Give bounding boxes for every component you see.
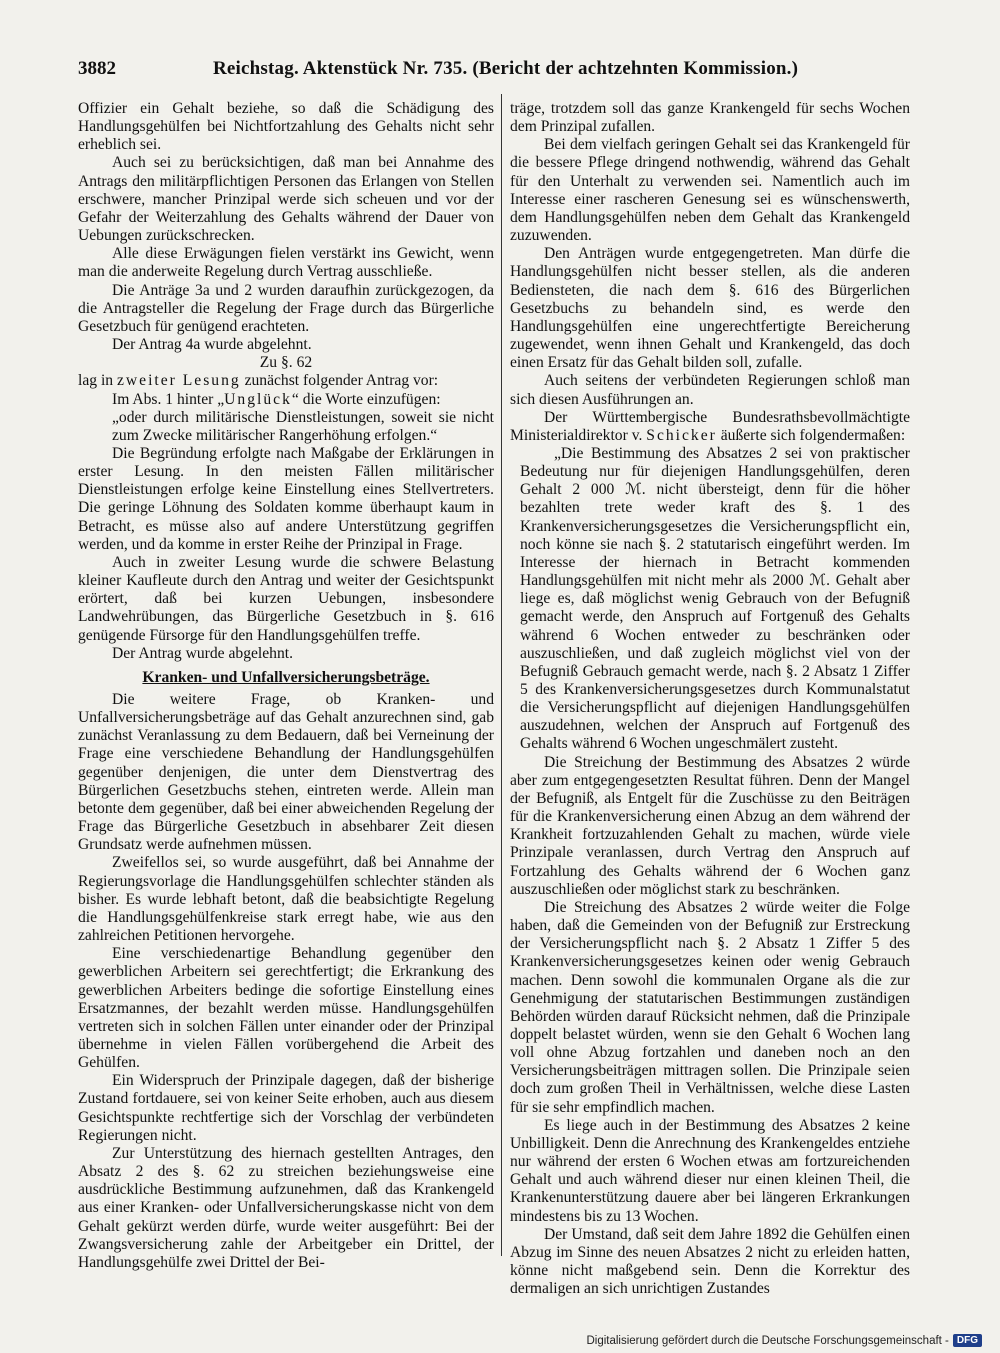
quoted-statement: „Die Bestimmung des Absatzes 2 sei von praktischer Bedeutung nur für diejenigen Handlungsgehülfen, deren Gehalt 2 000 ℳ. nicht übersteigt, denn für die höher bezahlten trete weder kraft des §. 1 des Krankenversicherungsgesetzes die Versicherungspflicht ein, noch könne sie nach §. 2 statutarisch eingeführt werden. Im Interesse der hiernach in Betracht kommenden Handlungsgehülfen mit nicht mehr als 2000 ℳ. Gehalt aber liege es, daß möglichst wenig Gebrauch von der Befugniß gemacht werde, den Anspruch auf Fortgenuß des Gehalts während 6 Wochen entweder zu beschränken oder auszuschließen, und daß zugleich möglichst viel von der Befugniß Gebrauch gemacht werde, nach §. 2 Absatz 1 Ziffer 5 des Krankenversicherungsgesetzes durch Kommunalstatut die Versicherungspflicht auf diejenigen Handlungsgehülfen auszudehnen, welchen der Anspruch auf Fortgenuß des Gehalts während 6 Wochen ungeschmälert zusteht. [520,444,910,753]
paragraph: Ein Widerspruch der Prinzipale dagegen, daß der bisherige Zustand fortdauere, sei von keiner Seite erhoben, auch aus diesem Gesichtspunkte rechtfertige sich der Vorschlag der verbündeten Regierungen nicht. [78,1072,494,1144]
paragraph: Alle diese Erwägungen fielen verstärkt ins Gewicht, wenn man die anderweite Regelung durch Vertrag ausschließe. [78,245,494,281]
paragraph: Die Streichung der Bestimmung des Absatzes 2 würde aber zum entgegengesetzten Resultat führen. Denn der Mangel der Befugniß, als Entgelt für die Zuschüsse zu den Beiträgen für die Krankenversicherung einen Abzug an dem während der Krankheit fortzuzahlenden Gehalt zu machen, würde viele Prinzipale veranlassen, durch Vertrag den Anspruch auf Fortzahlung des Gehalts während der 6 Wochen ganz auszuschließen oder möglichst stark zu beschränken. [510,753,910,898]
right-column [510,100,910,1298]
paragraph: Die Streichung des Absatzes 2 würde weiter die Folge haben, daß die Gemeinden von der Befugniß zur Erstreckung der Versicherungspflicht nach §. 2 Absatz 1 Ziffer 5 des Krankenversicherungsgesetzes keinen oder wenig Gebrauch machen. Denn sowohl die kommunalen Organe als die zur Genehmigung der statutarischen Bestimmungen zuständigen Behörden würden darauf Rücksicht nehmen, daß die Prinzipale doppelt belastet würden, wenn sie den Gehalt 6 Wochen lang voll ohne Abzug fortzahlen und daneben noch an den Versicherungsbeiträgen mittragen sollen. Die Prinzipale seien doch zum großen Theil in Verhältnissen, welche diese Lasten für sie sehr empfindlich machen. [510,898,910,1116]
paragraph: Im Abs. 1 hinter „Unglück“ die Worte einzufügen: [112,390,441,408]
section-heading: Zu §. 62 [259,354,313,372]
paragraph: Der Umstand, daß seit dem Jahre 1892 die Gehülfen einen Abzug im Sinne des neuen Absatzes 2 nicht zu erleiden hatten, könne nicht maßgebend sein. Denn die Korrektur des dermaligen an sich unrichtigen Zustandes [510,1225,910,1298]
quoted-motion: „oder durch militärische Dienstleistungen, soweit sie nicht zum Zwecke militärischer Rangerhöhung erfolgen.“ [112,408,494,444]
paragraph: Der Antrag wurde abgelehnt. [112,644,293,662]
paragraph: Zur Unterstützung des hiernach gestellten Antrages, den Absatz 2 des §. 62 zu streichen beziehungsweise eine ausdrückliche Bestimmung aufzunehmen, daß das Krankengeld aus einer Kranken- oder Unfallversicherungskasse nicht von dem Gehalt gekürzt werden dürfe, wurde weiter ausgeführt: Bei der Zwangsversicherung zahle der Arbeitgeber ein Drittel, der Handlungsgehülfe zwei Drittel der Bei- [78,1144,494,1271]
left-column [78,100,494,1272]
paragraph: Eine verschiedenartige Behandlung gegenüber den gewerblichen Arbeitern sei gerechtfertigt; die Erkrankung des gewerblichen Arbeiters bedinge die sofortige Einstellung eines Ersatzmannes, der bezahlt werden müsse. Handlungsgehülfen vertreten sich in solchen Fällen unter einander oder der Prinzipal übernehme in vielen Fällen vorübergehend die Arbeit des Gehülfen. [78,945,494,1072]
paragraph: Bei dem vielfach geringen Gehalt sei das Krankengeld für die bessere Pflege dringend nothwendig, während das Gehalt für den Unterhalt zu verwenden sei. Namentlich auch im Interesse einer rascheren Genesung sei es wünschenswerth, dem Handlungsgehülfen neben dem Gehalt das Krankengeld zuzuwenden. [510,136,910,245]
page-header [78,58,908,84]
paragraph: Zweifellos sei, so wurde ausgeführt, daß bei Annahme der Regierungsvorlage die Handlungsgehülfen schlechter ständen als bisher. Es wurde lebhaft betont, daß die beabsichtigte Regelung die Handlungsgehülfenkreise stark erregt habe, wie aus den zahlreichen Petitionen hervorgehe. [78,854,494,945]
paragraph: Der Antrag 4a wurde abgelehnt. [112,336,312,354]
column-divider [501,94,502,1256]
paragraph: Auch sei zu berücksichtigen, daß man bei Annahme des Antrags den militärpflichtigen Personen das Erlangen von Stellen erschwere, mancher Prinzipal werde sich scheuen und vor der Gefahr der Weiterzahlung des Gehalts während der Dauer von Uebungen zurückschrecken. [78,154,494,245]
paragraph: Auch in zweiter Lesung wurde die schwere Belastung kleiner Kaufleute durch den Antrag und weiter der Gesichtspunkt erörtert, daß bei kurzen Uebungen, insbesondere Landwehrübungen, das Bürgerliche Gesetzbuch in §. 616 genügende Fürsorge für den Handlungsgehülfen treffe. [78,553,494,644]
paragraph: Die Begründung erfolgte nach Maßgabe der Erklärungen in erster Lesung. In den meisten Fällen militärischer Dienstleistungen erfolge keine Einstellung eines Stellvertreters. Die geringe Löhnung des Soldaten komme überhaupt kaum in Betracht, es müsse also auf andere Unterstützung gegriffen werden, und da komme in erster Reihe der Prinzipal in Frage. [78,444,494,553]
paragraph: Der Württembergische Bundesrathsbevollmächtigte Ministerialdirektor v. Schicker äußerte sich folgendermaßen: [510,408,910,444]
paragraph: Die weitere Frage, ob Kranken- und Unfallversicherungsbeträge auf das Gehalt anzurechnen sind, gab zunächst Veranlassung zu dem Bedauern, daß bei Verneinung der Frage eine verschiedene Behandlung der Handlungsgehülfen gegenüber denjenigen, die unter dem Dienstvertrag des Bürgerlichen Gesetzbuchs stehen, eintreten werde. Allein man betonte dem gegenüber, daß bei einer abweichenden Regelung der Frage das Bürgerliche Gesetzbuch in absehbarer Zeit diesen Grundsatz werde aufnehmen müssen. [78,691,494,854]
digitization-footer [586,1334,982,1347]
paragraph: Auch seitens der verbündeten Regierungen schloß man sich diesen Ausführungen an. [510,372,910,408]
paragraph: Die Anträge 3a und 2 wurden daraufhin zurückgezogen, da die Antragsteller die Regelung der Frage durch das Bürgerliche Gesetzbuch für genügend erachteten. [78,281,494,335]
footer-text: Digitalisierung gefördert durch die Deutsche Forschungsgemeinschaft - [586,1334,949,1347]
running-title: Reichstag. Aktenstück Nr. 735. (Bericht der achtzehnten Kommission.) [213,58,799,79]
paragraph: Den Anträgen wurde entgegengetreten. Man dürfe die Handlungsgehülfen nicht besser stellen, als die anderen Bediensteten, die nach dem §. 616 des Bürgerlichen Gesetzbuchs zu behandeln sind, es werde den Handlungsgehülfen eine ungerechtfertigte Bereicherung zugewendet, wenn ihnen Gehalt und Krankengeld, das doch einen Ersatz für das Gehalt bilden soll, zufalle. [510,245,910,372]
section-heading: Kranken- und Unfallversicherungsbeträge. [142,668,430,686]
page-number: 3882 [78,58,116,79]
paragraph: Es liege auch in der Bestimmung des Absatzes 2 keine Unbilligkeit. Denn die Anrechnung des Krankengeldes entziehe nur während der ersten 6 Wochen etwas am fortzureichenden Gehalt und auch während dieser nur einen kleinen Theil, die Krankenunterstützung dauere aber bei längeren Erkrankungen mindestens bis zu 13 Wochen. [510,1116,910,1225]
dfg-logo: DFG [953,1334,982,1347]
paragraph: träge, trotzdem soll das ganze Krankengeld für sechs Wochen dem Prinzipal zufallen. [510,100,910,136]
paragraph: lag in zweiter Lesung zunächst folgender Antrag vor: [78,372,439,390]
paragraph: Offizier ein Gehalt beziehe, so daß die Schädigung des Handlungsgehülfen bei Nichtfortzahlung des Gehalts nicht sehr erheblich sei. [78,100,494,154]
